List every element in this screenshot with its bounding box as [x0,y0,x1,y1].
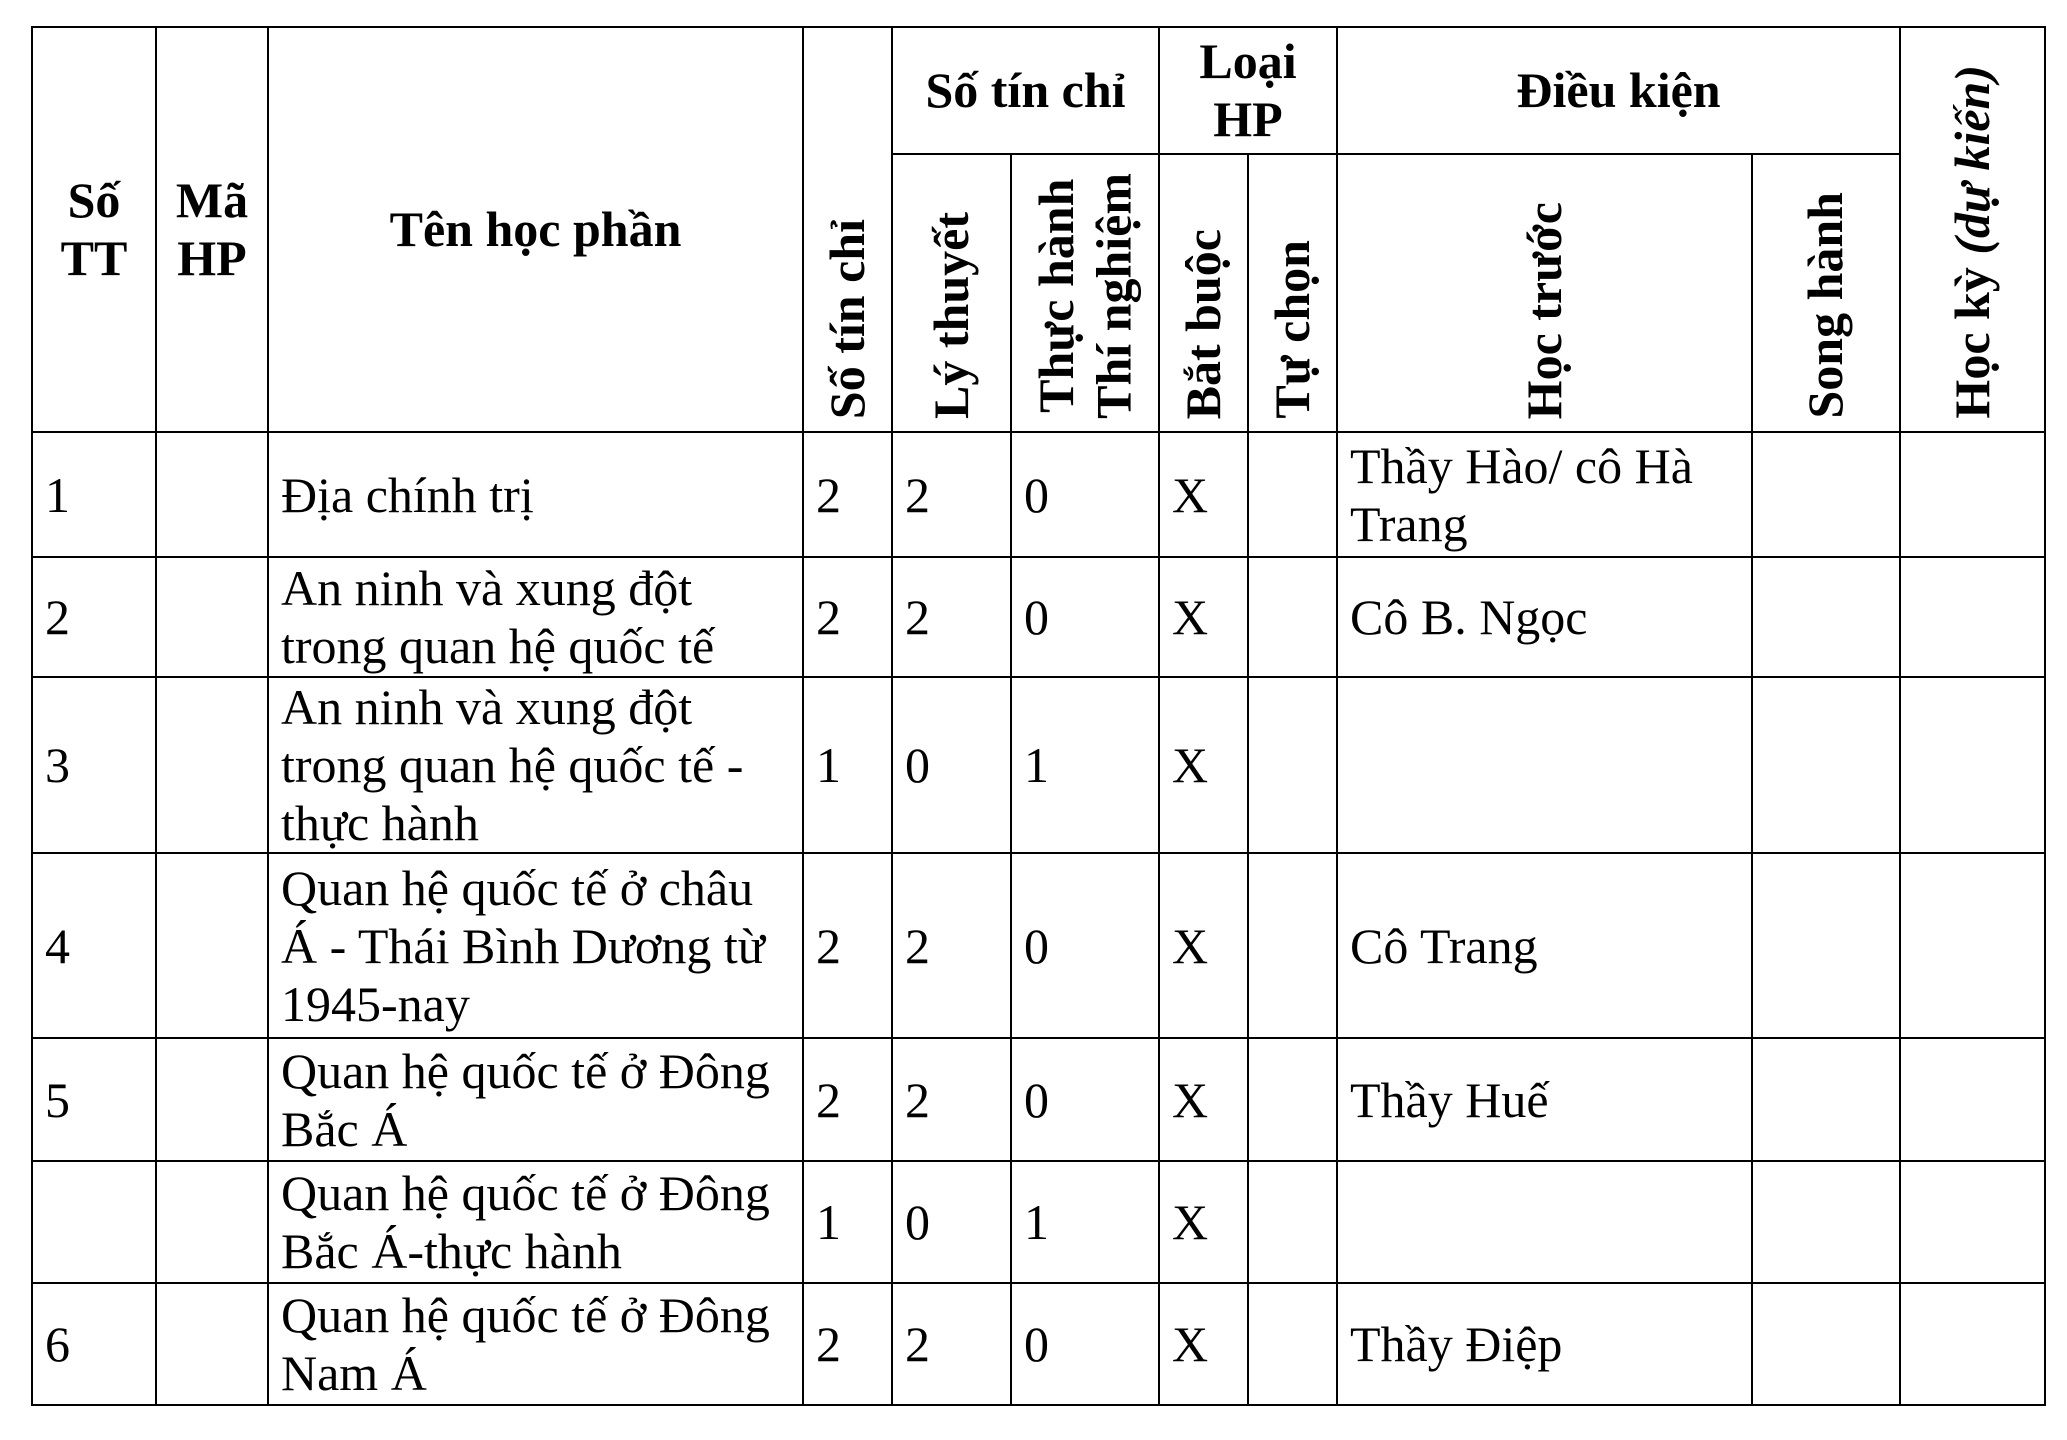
header-tu-chon-text: Tự chọn [1263,240,1320,419]
header-so-tin-chi [803,27,892,432]
header-thuc-hanh-text [1028,173,1143,431]
header-tu-chon [1248,154,1337,432]
cell-hoc-truoc [1337,1161,1752,1283]
header-hoc-truoc-text: Học trước [1515,201,1572,419]
cell-tu-chon [1248,432,1337,557]
cell-ma-hp [156,1038,268,1161]
table-row [32,853,2045,1038]
header-ma-hp: Mã HP [156,27,268,432]
header-dieu-kien: Điều kiện [1337,27,1900,154]
cell-tu-chon [1248,1283,1337,1405]
cell-thuc-hanh: 1 [1011,1161,1159,1283]
header-hoc-ky-label: Học kỳ [1943,255,2000,419]
cell-hoc-truoc: Thầy Điệp [1337,1283,1752,1405]
cell-ly-thuyet: 2 [892,1283,1011,1405]
cell-song-hanh [1752,432,1900,557]
cell-thuc-hanh: 1 [1011,677,1159,853]
cell-hoc-ky [1900,853,2045,1038]
cell-stt: 5 [32,1038,156,1161]
cell-ma-hp [156,853,268,1038]
header-so-tin-chi-text: Số tín chỉ [818,218,875,419]
cell-stt: 1 [32,432,156,557]
header-ten-hoc-phan: Tên học phần [268,27,803,432]
cell-hoc-truoc [1337,677,1752,853]
table-row [32,557,2045,677]
cell-ly-thuyet: 0 [892,1161,1011,1283]
cell-song-hanh [1752,1038,1900,1161]
cell-tin-chi: 2 [803,557,892,677]
cell-stt: 2 [32,557,156,677]
cell-tin-chi: 1 [803,1161,892,1283]
cell-ly-thuyet: 0 [892,677,1011,853]
cell-song-hanh [1752,557,1900,677]
cell-stt [32,1161,156,1283]
cell-hoc-ky [1900,557,2045,677]
cell-bat-buoc: X [1159,677,1248,853]
course-table [31,26,2046,1406]
cell-hoc-ky [1900,677,2045,853]
header-hoc-ky-text [1944,65,2002,431]
header-ly-thuyet-text: Lý thuyết [922,212,979,419]
header-bat-buoc-text: Bắt buộc [1174,228,1231,419]
cell-thuc-hanh: 0 [1011,1038,1159,1161]
cell-ma-hp [156,557,268,677]
cell-hoc-truoc: Thầy Huế [1337,1038,1752,1161]
cell-hoc-truoc: Thầy Hào/ cô Hà Trang [1337,432,1752,557]
header-loai-hp: Loại HP [1159,27,1337,154]
header-thuc-hanh-line2: Thí nghiệm [1085,173,1141,419]
header-so-tt: Số TT [32,27,156,432]
cell-tin-chi: 2 [803,853,892,1038]
cell-thuc-hanh: 0 [1011,432,1159,557]
cell-hoc-truoc: Cô Trang [1337,853,1752,1038]
cell-bat-buoc: X [1159,1283,1248,1405]
cell-stt: 3 [32,677,156,853]
table-row [32,677,2045,853]
cell-song-hanh [1752,677,1900,853]
cell-ma-hp [156,1283,268,1405]
header-thuc-hanh [1011,154,1159,432]
header-song-hanh [1752,154,1900,432]
header-hoc-ky-note: (dự kiến) [1943,65,2000,256]
cell-ma-hp [156,677,268,853]
cell-song-hanh [1752,853,1900,1038]
cell-tin-chi: 1 [803,677,892,853]
cell-thuc-hanh: 0 [1011,1283,1159,1405]
cell-hoc-ky [1900,1161,2045,1283]
cell-bat-buoc: X [1159,557,1248,677]
cell-stt: 6 [32,1283,156,1405]
cell-ly-thuyet: 2 [892,432,1011,557]
cell-song-hanh [1752,1161,1900,1283]
header-hoc-truoc [1337,154,1752,432]
cell-ten-hoc-phan: Địa chính trị [268,432,803,557]
cell-tu-chon [1248,557,1337,677]
cell-bat-buoc: X [1159,432,1248,557]
cell-hoc-truoc: Cô B. Ngọc [1337,557,1752,677]
cell-ma-hp [156,1161,268,1283]
cell-ten-hoc-phan: An ninh và xung đột trong quan hệ quốc tế [268,557,803,677]
cell-thuc-hanh: 0 [1011,853,1159,1038]
cell-thuc-hanh: 0 [1011,557,1159,677]
cell-tin-chi: 2 [803,1283,892,1405]
cell-ly-thuyet: 2 [892,557,1011,677]
cell-ten-hoc-phan: Quan hệ quốc tế ở châu Á - Thái Bình Dương từ 1945-nay [268,853,803,1038]
cell-stt: 4 [32,853,156,1038]
cell-ten-hoc-phan: Quan hệ quốc tế ở Đông Bắc Á [268,1038,803,1161]
cell-ly-thuyet: 2 [892,1038,1011,1161]
cell-tu-chon [1248,1161,1337,1283]
cell-ten-hoc-phan: An ninh và xung đột trong quan hệ quốc tế - thực hành [268,677,803,853]
cell-tin-chi: 2 [803,432,892,557]
cell-ten-hoc-phan: Quan hệ quốc tế ở Đông Bắc Á-thực hành [268,1161,803,1283]
table-row [32,1161,2045,1283]
cell-ten-hoc-phan: Quan hệ quốc tế ở Đông Nam Á [268,1283,803,1405]
table-row [32,432,2045,557]
cell-tin-chi: 2 [803,1038,892,1161]
cell-bat-buoc: X [1159,1161,1248,1283]
header-hoc-ky [1900,27,2045,432]
cell-hoc-ky [1900,1038,2045,1161]
cell-ly-thuyet: 2 [892,853,1011,1038]
cell-hoc-ky [1900,432,2045,557]
cell-hoc-ky [1900,1283,2045,1405]
header-song-hanh-text: Song hành [1797,192,1854,419]
cell-tu-chon [1248,677,1337,853]
cell-bat-buoc: X [1159,1038,1248,1161]
cell-tu-chon [1248,853,1337,1038]
cell-ma-hp [156,432,268,557]
table-row [32,1038,2045,1161]
header-bat-buoc [1159,154,1248,432]
header-so-tin-chi-group: Số tín chỉ [892,27,1159,154]
cell-bat-buoc: X [1159,853,1248,1038]
table-row [32,1283,2045,1405]
header-thuc-hanh-line1: Thực hành [1027,178,1084,414]
cell-song-hanh [1752,1283,1900,1405]
header-ly-thuyet [892,154,1011,432]
cell-tu-chon [1248,1038,1337,1161]
